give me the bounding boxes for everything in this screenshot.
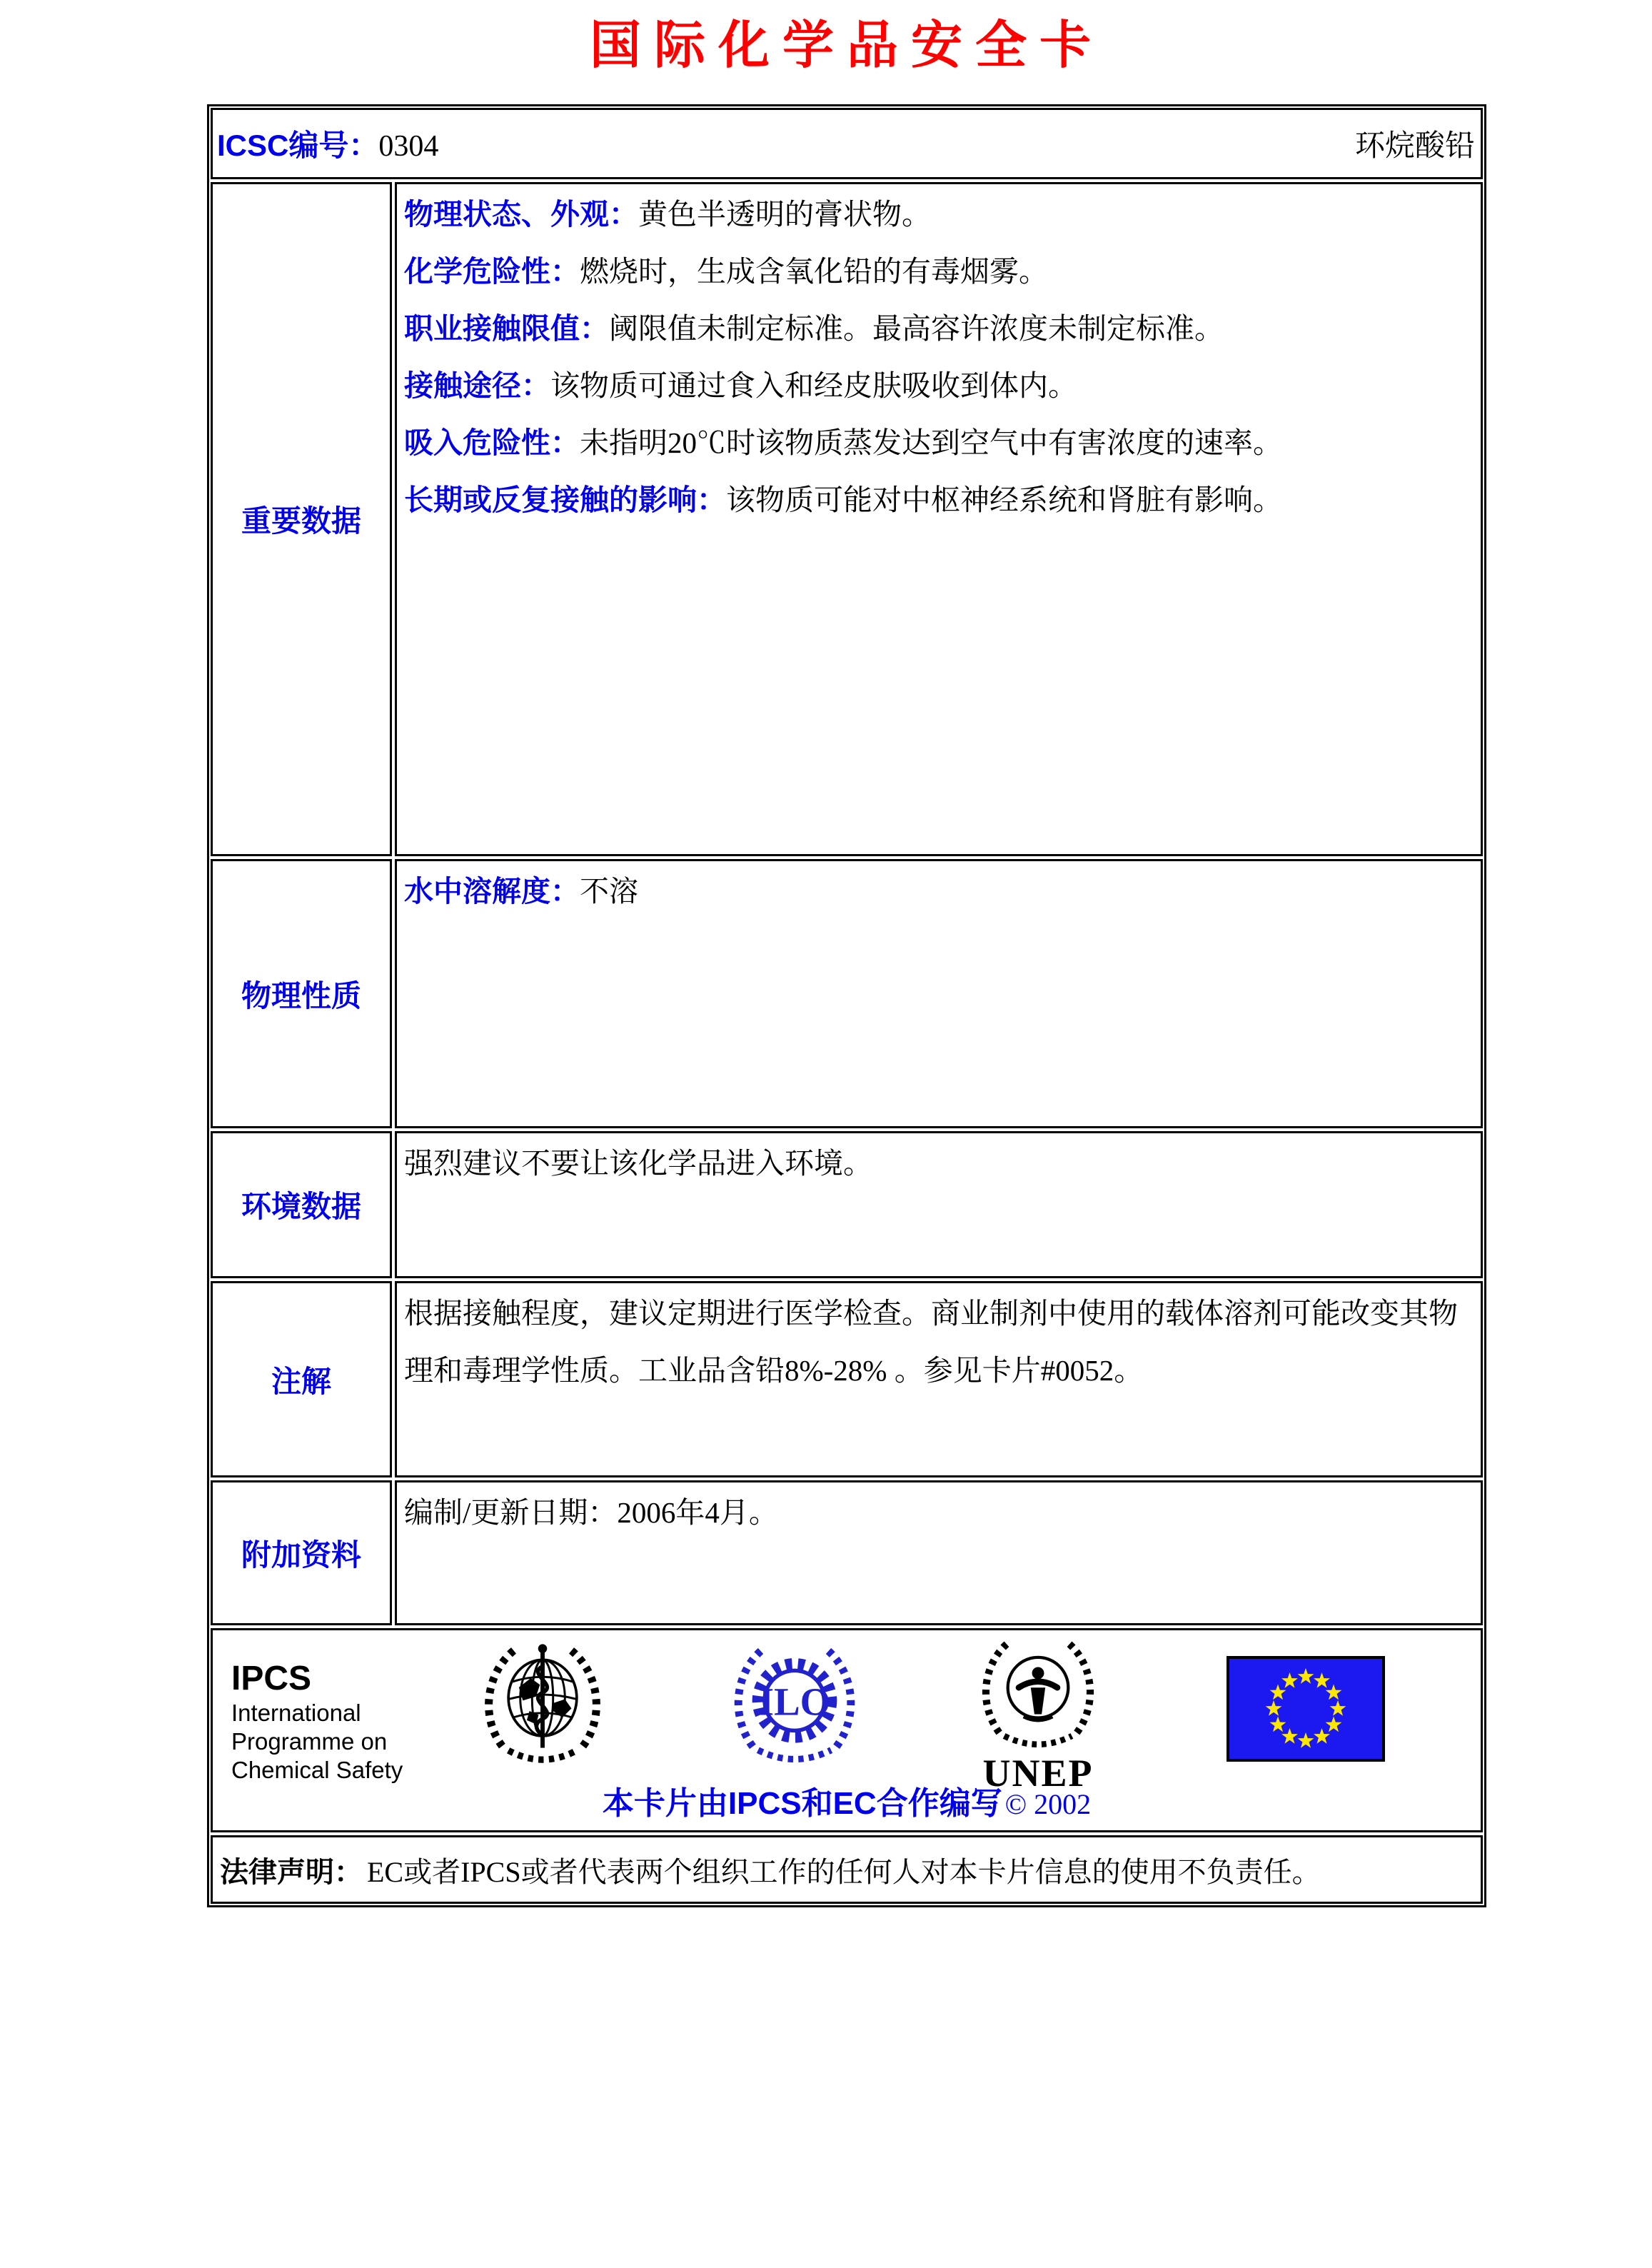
data-line: 接触途径：该物质可通过食入和经皮肤吸收到体内。 — [404, 369, 1077, 402]
legal-label: 法律声明： — [220, 1856, 363, 1888]
ilo-logo — [727, 1643, 862, 1763]
data-line: 根据接触程度，建议定期进行医学检查。商业制剂中使用的载体溶剂可能改变其物理和毒理学性质。工业品含铅8%-28% 。参见卡片#0052。 — [404, 1297, 1458, 1387]
data-line: 吸入危险性：未指明20℃时该物质蒸发达到空气中有害浓度的速率。 — [404, 426, 1282, 459]
data-line: 水中溶解度：不溶 — [404, 875, 638, 908]
icsc-number-value: 0304 — [378, 130, 439, 163]
who-logo — [474, 1637, 611, 1769]
legal-text: EC或者IPCS或者代表两个组织工作的任何人对本卡片信息的使用不负责任。 — [367, 1855, 1321, 1888]
svg-text:ILO: ILO — [758, 1680, 831, 1724]
section-label-physical-properties — [211, 859, 392, 1128]
footer — [211, 1628, 1483, 1832]
section-content-additional-info — [395, 1480, 1483, 1625]
section-content-important-data — [395, 182, 1483, 856]
data-line: 化学危险性：燃烧时，生成含氧化铅的有毒烟雾。 — [404, 255, 1048, 288]
ipcs-line: Chemical Safety — [231, 1757, 403, 1783]
credit-text: 本卡片由IPCS和EC合作编写 — [602, 1786, 1002, 1821]
section-label-important-data — [211, 182, 392, 856]
section-label-text: 附加资料 — [241, 1537, 361, 1572]
section-label-text: 注解 — [271, 1364, 331, 1398]
eu-flag — [1227, 1656, 1385, 1762]
ipcs-line: International — [231, 1700, 361, 1726]
unep-caption: UNEP — [982, 1752, 1094, 1795]
unep-logo — [975, 1636, 1101, 1749]
section-label-notes — [211, 1281, 392, 1477]
section-label-additional-info — [211, 1480, 392, 1625]
credit-line — [213, 1777, 1481, 1823]
data-line: 职业接触限值：阈限值未制定标准。最高容许浓度未制定标准。 — [404, 312, 1224, 345]
data-line: 强烈建议不要让该化学品进入环境。 — [404, 1147, 872, 1180]
data-line: 长期或反复接触的影响：该物质可能对中枢神经系统和肾脏有影响。 — [404, 483, 1282, 516]
page-title: 国际化学品安全卡 — [589, 17, 1104, 74]
unep-block — [968, 1636, 1108, 1794]
section-label-environmental-data — [211, 1131, 392, 1278]
icsc-card — [207, 104, 1486, 1907]
section-content-environmental-data — [395, 1131, 1483, 1278]
section-label-text: 环境数据 — [241, 1190, 361, 1223]
card-header — [211, 108, 1483, 179]
data-line: 编制/更新日期：2006年4月。 — [404, 1496, 778, 1529]
section-content-physical-properties — [395, 859, 1483, 1128]
icsc-number-group — [217, 122, 438, 165]
chemical-name: 环烷酸铅 — [1354, 130, 1475, 163]
copyright-text: © 2002 — [1004, 1788, 1092, 1820]
section-label-text: 物理性质 — [241, 978, 361, 1013]
icsc-number-label: ICSC编号： — [217, 129, 379, 162]
ipcs-line: Programme on — [231, 1728, 388, 1755]
ipcs-text-block — [231, 1659, 460, 1785]
section-content-notes — [395, 1281, 1483, 1477]
data-line: 物理状态、外观：黄色半透明的膏状物。 — [404, 198, 931, 231]
ipcs-acronym: IPCS — [231, 1660, 312, 1697]
section-label-text: 重要数据 — [241, 504, 361, 538]
legal-notice — [211, 1835, 1483, 1904]
